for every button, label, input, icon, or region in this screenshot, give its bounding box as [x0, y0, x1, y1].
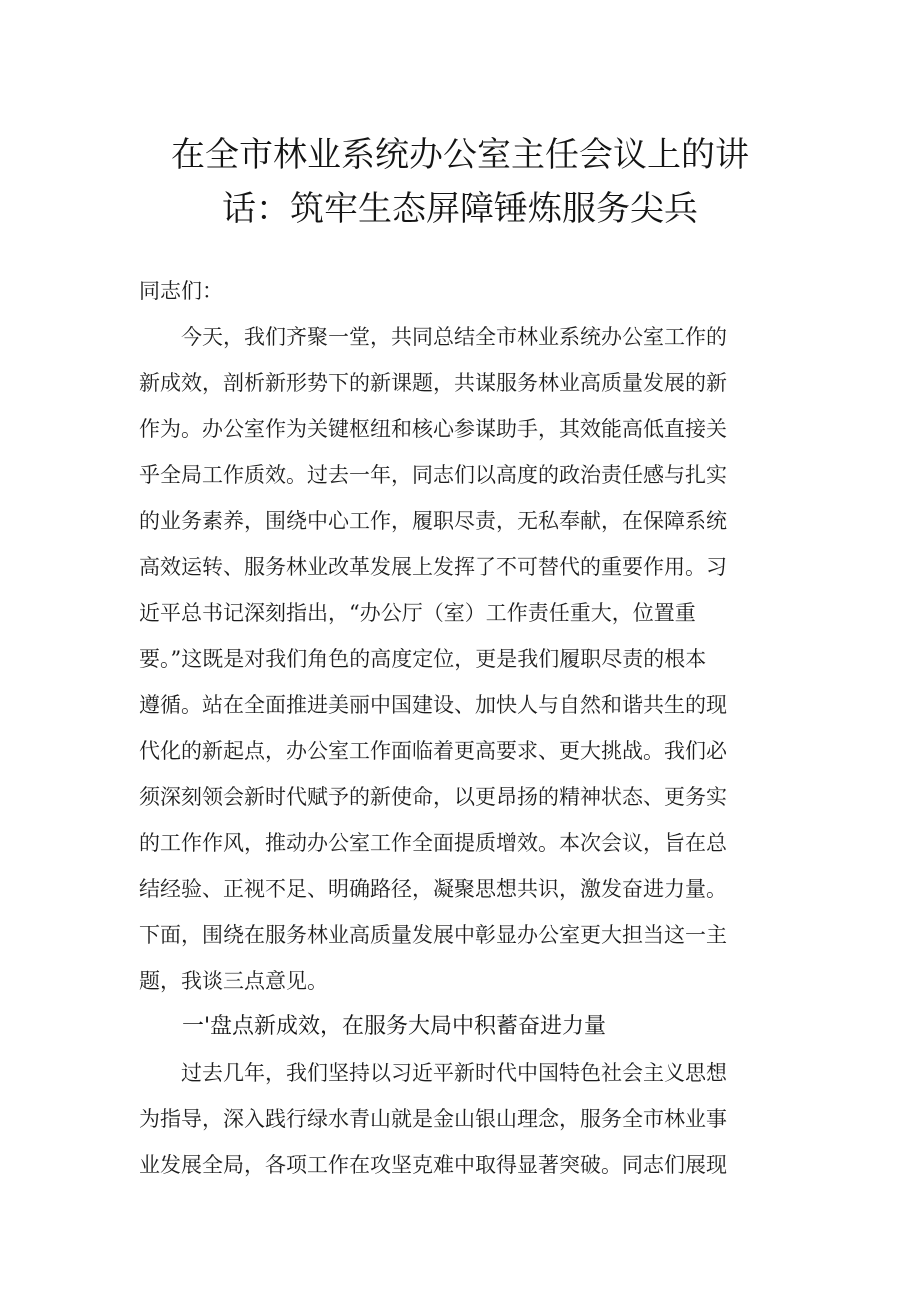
- paragraph-1-line: 遵循。站在全面推进美丽中国建设、加快人与自然和谐共生的现: [139, 693, 727, 717]
- paragraph-1-line: 结经验、正视不足、明确路径，凝聚思想共识，激发奋进力量。: [139, 877, 727, 901]
- section-heading-1: 一'盘点新成效，在服务大局中积蓄奋进力量: [182, 1014, 607, 1039]
- paragraph-2-line: 业发展全局，各项工作在攻坚克难中取得显著突破。同志们展现: [139, 1153, 727, 1177]
- paragraph-1-line: 作为。办公室作为关键枢纽和核心参谋助手，其效能高低直接关: [139, 417, 727, 441]
- paragraph-1-line: 题，我谈三点意见。: [139, 969, 328, 993]
- paragraph-1-line: 代化的新起点，办公室工作面临着更高要求、更大挑战。我们必: [139, 739, 727, 763]
- paragraph-1-line: 高效运转、服务林业改革发展上发挥了不可替代的重要作用。习: [139, 555, 727, 579]
- paragraph-1-line: 的工作作风，推动办公室工作全面提质增效。本次会议，旨在总: [139, 831, 727, 855]
- paragraph-1-line: 要。”这既是对我们角色的高度定位，更是我们履职尽责的根本: [139, 647, 707, 671]
- paragraph-1-line: 乎全局工作质效。过去一年，同志们以高度的政治责任感与扎实: [139, 463, 727, 487]
- salutation: 同志们：: [139, 279, 223, 303]
- paragraph-1-line: 今天，我们齐聚一堂，共同总结全市林业系统办公室工作的: [139, 325, 727, 349]
- paragraph-2-line: 为指导，深入践行绿水青山就是金山银山理念，服务全市林业事: [139, 1107, 727, 1131]
- paragraph-1-line: 的业务素养，围绕中心工作，履职尽责，无私奉献，在保障系统: [139, 509, 727, 533]
- paragraph-1-line: 新成效，剖析新形势下的新课题，共谋服务林业高质量发展的新: [139, 371, 727, 395]
- paragraph-1-line: 下面，围绕在服务林业高质量发展中彰显办公室更大担当这一主: [139, 923, 727, 947]
- paragraph-2-line: 过去几年，我们坚持以习近平新时代中国特色社会主义思想: [139, 1061, 727, 1085]
- document-title-line-1: 在全市林业系统办公室主任会议上的讲: [171, 135, 749, 175]
- document-title-line-2: 话：筑牢生态屏障锤炼服务尖兵: [222, 189, 698, 229]
- paragraph-1-line: 须深刻领会新时代赋予的新使命，以更昂扬的精神状态、更务实: [139, 785, 727, 809]
- paragraph-1-line: 近平总书记深刻指出，“办公厅（室）工作责任重大，位置重: [139, 601, 696, 625]
